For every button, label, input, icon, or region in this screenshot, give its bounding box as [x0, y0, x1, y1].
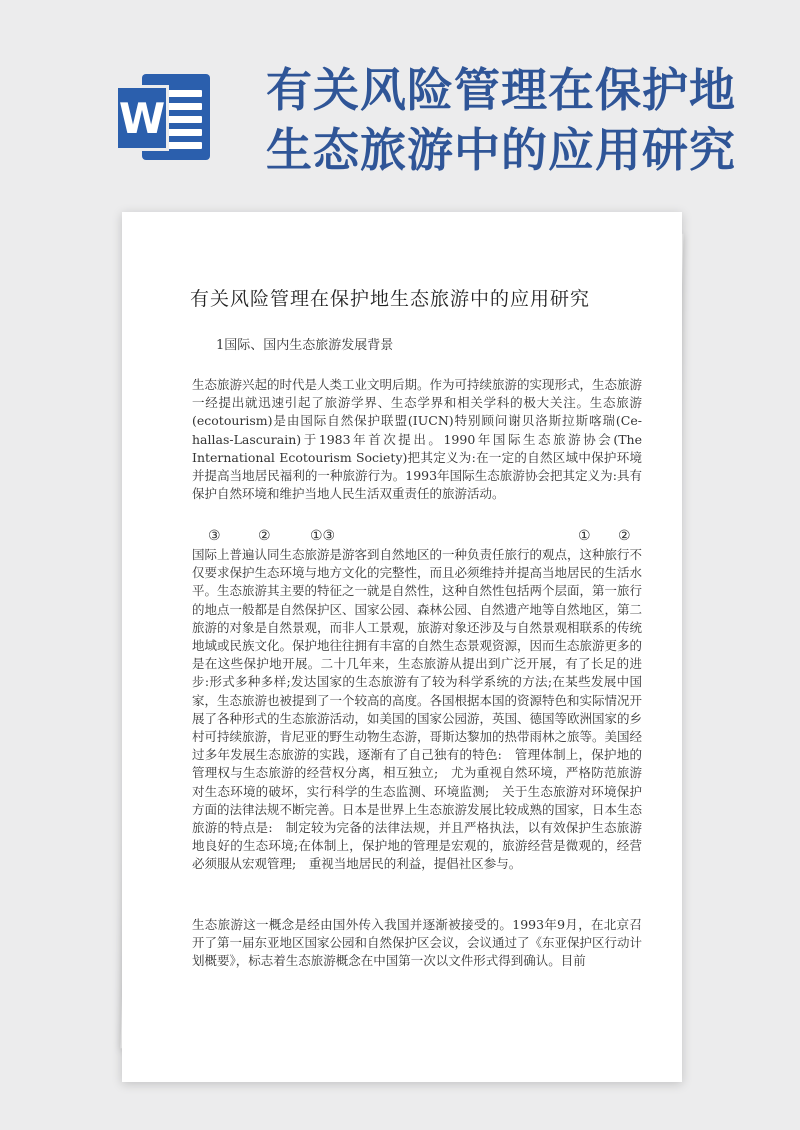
paragraph-3: 生态旅游这一概念是经由国外传入我国并逐渐被接受的。1993年9月，在北京召开了第一届东亚地区国家公园和自然保护区会议，会议通过了《东亚保护区行动计划概要》，标志着生态旅游概念在中国第一次以文件形式得到确认。目前 — [192, 917, 643, 969]
main-title — [266, 60, 786, 180]
header-banner — [0, 0, 800, 200]
circled-mark: ③ — [208, 528, 221, 544]
paragraph-2: 国际上普遍认同生态旅游是游客到自然地区的一种负责任旅行的观点，这种旅行不仅要求保护生态环境与地方文化的完整性，而且必须维持并提高当地居民的生活水平。生态旅游其主要的特征之一就是自然性，这种自然性包括两个层面，第一旅行的地点一般都是自然保护区、国家公园、森林公园、自然遗产地等自然地区，第二旅游的对象是自然景观，而非人工景观，旅游对象还涉及与自然景观相联系的传统地域或民族文化。保护地往往拥有丰富的自然生态景观资源，因而生态旅游更多的是在这些保护地开展。二十几年来，生态旅游从提出到广泛开展，有了长足的进步:形式多种多样;发达国家的生态旅游有了较为科学系统的方法;在某些发展中国家，生态旅游也被提到了一个较高的高度。各国根据本国的资源特色和实际情况开展了各种形式的生态旅游活动，如美国的国家公园游，英国、德国等欧洲国家的乡村可持续旅游，肯尼亚的野生动物生态游，哥斯达黎加的热带雨林之旅等。美国经过多年发展生态旅游的实践，逐渐有了自己独有的特色: 管理体制上，保护地的管理权与生态旅游的经营权分离，相互独立; 尤为重视自然环境，严格防范旅游对生态环境的破坏，实行科学的生态监测、环境监测; 关于生态旅游对环境保护方面的法律法规不断完善。日本是世界上生态旅游发展比较成熟的国家，日本生态旅游的特点是: 制定较为完备的法律法规，并且严格执法，以有效保护生态旅游地良好的生态环境;在体制上，保护地的管理是宏观的，旅游经营是微观的，经营必须服从宏观管理; 重视当地居民的利益，提倡社区参与。 — [192, 547, 643, 872]
word-icon-letter: W — [118, 88, 166, 148]
circled-mark: ① — [578, 528, 591, 544]
document-title: 有关风险管理在保护地生态旅游中的应用研究 — [190, 288, 591, 310]
section-heading: 1国际、国内生态旅游发展背景 — [216, 338, 394, 353]
circled-mark: ② — [258, 528, 271, 544]
circled-mark: ①③ — [310, 528, 336, 544]
document-page — [122, 212, 682, 1082]
main-title-line2: 生态旅游中的应用研究 — [266, 123, 736, 177]
circled-marks-row — [202, 528, 642, 546]
word-document-icon — [118, 68, 214, 164]
circled-mark: ② — [618, 528, 631, 544]
paragraph-1: 生态旅游兴起的时代是人类工业文明后期。作为可持续旅游的实现形式，生态旅游一经提出就迅速引起了旅游学界、生态学界和相关学科的极大关注。生态旅游(ecotourism)是由国际自然保护联盟(IUCN)特别顾问谢贝洛斯拉斯喀瑞(Ce-hallas-Lascurain)于1983年首次提出。1990年国际生态旅游协会(The International Ecotourism Society)把其定义为:在一定的自然区域中保护环境并提高当地居民福利的一种旅游行为。1993年国际生态旅游协会把其定义为:具有保护自然环境和维护当地人民生活双重责任的旅游活动。 — [192, 377, 643, 502]
main-title-line1: 有关风险管理在保护地 — [266, 63, 736, 117]
